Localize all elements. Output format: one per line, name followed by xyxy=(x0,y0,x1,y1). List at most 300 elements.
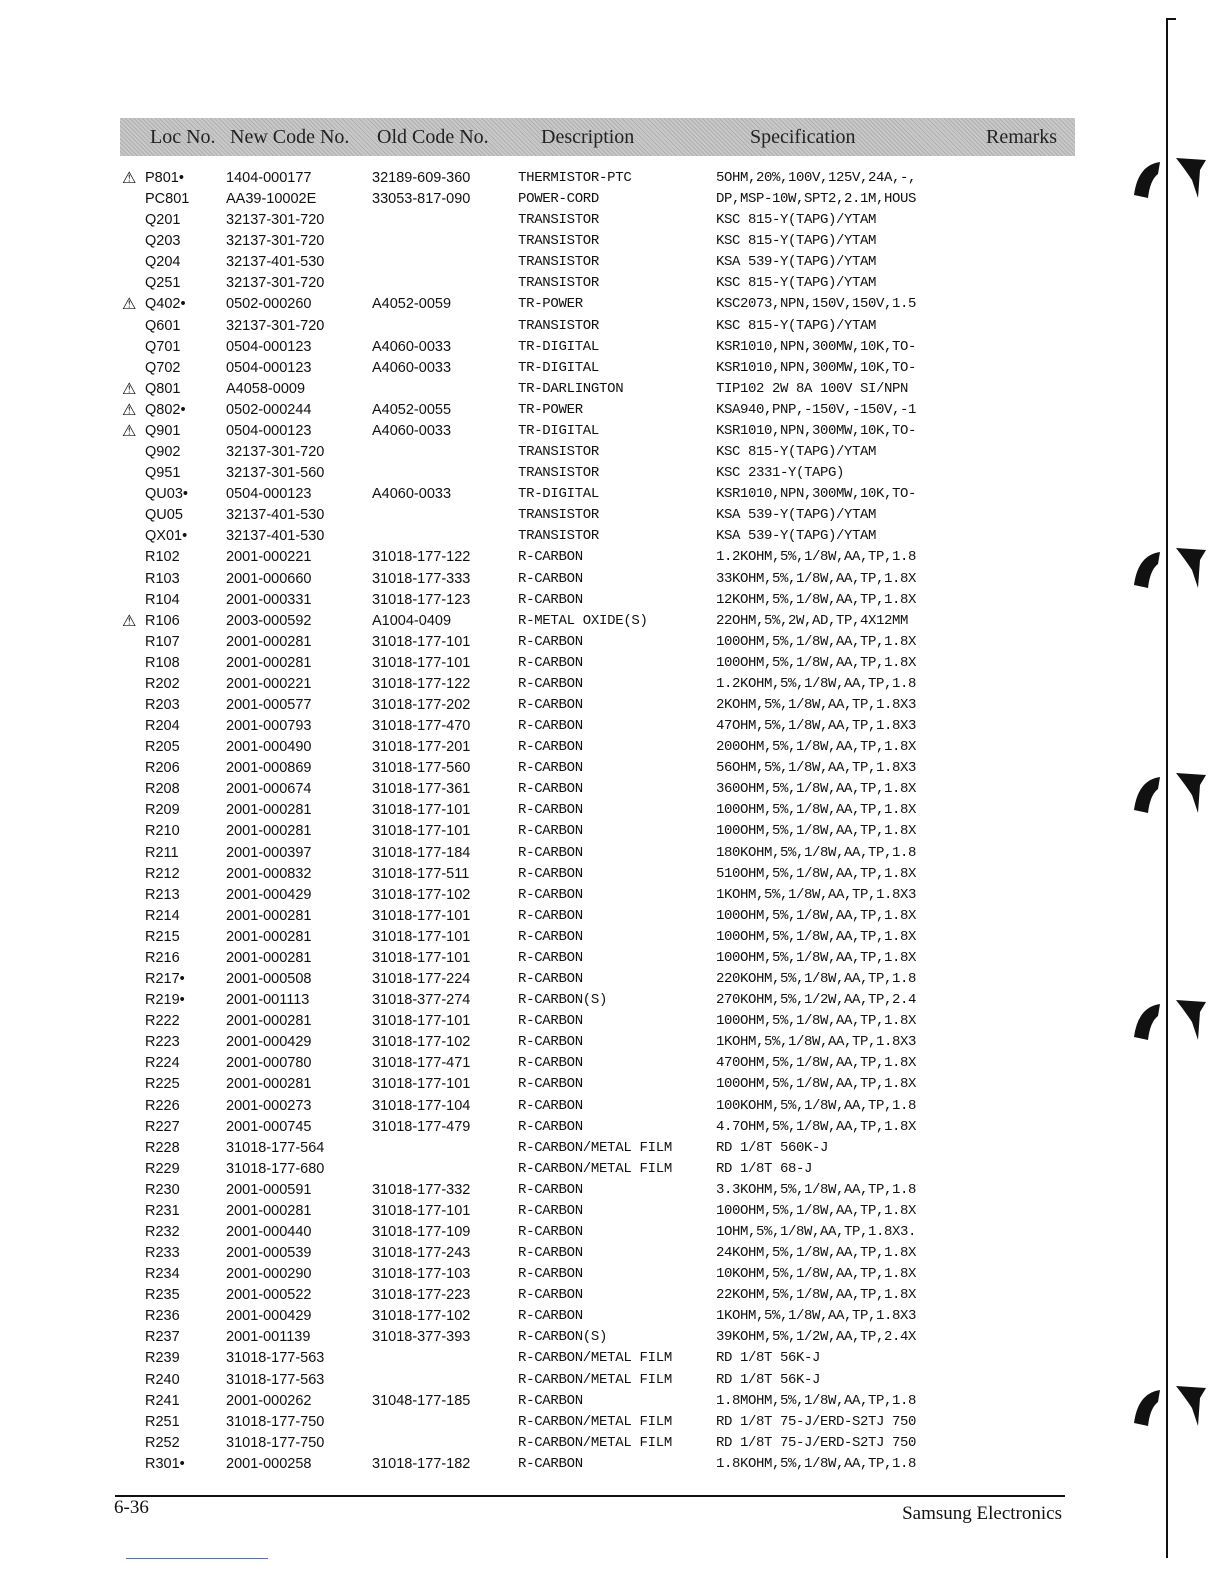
specification: KSA940,PNP,-150V,-150V,-1 xyxy=(716,401,917,418)
description: TR-POWER xyxy=(518,401,583,418)
loc-no: R236 xyxy=(145,1308,180,1325)
description: R-CARBON xyxy=(518,591,583,608)
old-code: 31018-177-182 xyxy=(372,1455,471,1472)
warning-icon: ⚠ xyxy=(122,612,137,630)
old-code: 31018-177-361 xyxy=(372,781,471,798)
loc-no: R239 xyxy=(145,1350,180,1367)
loc-no: R212 xyxy=(145,865,180,882)
loc-no: R225 xyxy=(145,1076,180,1093)
new-code: 2001-000869 xyxy=(226,760,312,777)
table-row xyxy=(0,653,1224,674)
specification: KSA 539-Y(TAPG)/YTAM xyxy=(716,254,877,271)
table-row xyxy=(0,1454,1224,1475)
punch-hole-mark xyxy=(1128,150,1208,220)
new-code: 2001-000281 xyxy=(226,1202,312,1219)
new-code: 2001-000429 xyxy=(226,1308,312,1325)
loc-no: Q702 xyxy=(145,359,181,376)
loc-no: R252 xyxy=(145,1434,180,1451)
specification: RD 1/8T 75-J/ERD-S2TJ 750 xyxy=(716,1434,917,1451)
specification: 100OHM,5%,1/8W,AA,TP,1.8X xyxy=(716,654,917,671)
table-header xyxy=(120,118,1075,156)
loc-no: R104 xyxy=(145,591,180,608)
description: R-CARBON/METAL FILM xyxy=(518,1413,672,1430)
loc-no: Q701 xyxy=(145,338,181,355)
punch-hole-mark xyxy=(1128,765,1208,835)
new-code: 2001-000397 xyxy=(226,844,312,861)
table-row xyxy=(0,1117,1224,1138)
new-code: 2001-000281 xyxy=(226,1076,312,1093)
table-row xyxy=(0,1138,1224,1159)
description: R-CARBON xyxy=(518,1202,583,1219)
page-number: 6-36 xyxy=(114,1497,149,1518)
description: TRANSISTOR xyxy=(518,528,600,545)
specification: 100OHM,5%,1/8W,AA,TP,1.8X xyxy=(716,907,917,924)
specification: 1.8KOHM,5%,1/8W,AA,TP,1.8 xyxy=(716,1455,917,1472)
specification: KSR1010,NPN,300MW,10K,TO- xyxy=(716,338,917,355)
description: R-CARBON xyxy=(518,907,583,924)
loc-no: Q402• xyxy=(145,296,186,313)
specification: DP,MSP-10W,SPT2,2.1M,HOUS xyxy=(716,191,917,208)
specification: 24KOHM,5%,1/8W,AA,TP,1.8X xyxy=(716,1245,917,1262)
loc-no: R102 xyxy=(145,549,180,566)
old-code: 31018-177-101 xyxy=(372,802,471,819)
specification: 1.8MOHM,5%,1/8W,AA,TP,1.8 xyxy=(716,1392,917,1409)
specification: 56OHM,5%,1/8W,AA,TP,1.8X3 xyxy=(716,760,917,777)
loc-no: R231 xyxy=(145,1202,180,1219)
old-code: 31018-177-201 xyxy=(372,739,471,756)
new-code: 2001-000258 xyxy=(226,1455,312,1472)
specification: 100OHM,5%,1/8W,AA,TP,1.8X xyxy=(716,1076,917,1093)
table-row xyxy=(0,442,1224,463)
loc-no: Q203 xyxy=(145,233,181,250)
table-row xyxy=(0,484,1224,505)
table-row xyxy=(0,1074,1224,1095)
description: R-CARBON xyxy=(518,949,583,966)
specification: RD 1/8T 56K-J xyxy=(716,1371,821,1388)
new-code: 32137-301-560 xyxy=(226,465,325,482)
description: R-CARBON xyxy=(518,633,583,650)
old-code: 31018-177-470 xyxy=(372,718,471,735)
warning-icon: ⚠ xyxy=(122,170,137,187)
loc-no: R103 xyxy=(145,570,180,587)
new-code: 2001-001113 xyxy=(226,992,310,1009)
specification: 100OHM,5%,1/8W,AA,TP,1.8X xyxy=(716,802,917,819)
table-row xyxy=(0,1032,1224,1053)
specification: KSC 815-Y(TAPG)/YTAM xyxy=(716,444,877,461)
new-code: 2001-000290 xyxy=(226,1266,312,1283)
loc-no: R210 xyxy=(145,823,180,840)
old-code: 31018-177-101 xyxy=(372,949,471,966)
table-row xyxy=(0,463,1224,484)
loc-no: R217• xyxy=(145,971,185,988)
old-code: 31018-177-202 xyxy=(372,697,471,713)
new-code: 31018-177-564 xyxy=(226,1139,325,1156)
old-code: A4060-0033 xyxy=(372,359,452,376)
old-code: 31018-177-101 xyxy=(372,633,471,650)
specification: KSR1010,NPN,300MW,10K,TO- xyxy=(716,359,917,376)
loc-no: R206 xyxy=(145,760,180,777)
table-row xyxy=(0,1264,1224,1285)
old-code: A1004-0409 xyxy=(372,612,452,629)
header-new-code: New Code No. xyxy=(230,126,350,148)
loc-no: R241 xyxy=(145,1392,180,1409)
table-row xyxy=(0,632,1224,653)
table-row xyxy=(0,294,1224,315)
loc-no: R229 xyxy=(145,1160,180,1177)
table-row xyxy=(0,906,1224,927)
new-code: 2001-000745 xyxy=(226,1118,312,1135)
description: R-CARBON xyxy=(518,844,583,861)
description: TRANSISTOR xyxy=(518,233,600,250)
loc-no: R208 xyxy=(145,781,180,798)
description: R-METAL OXIDE(S) xyxy=(518,612,648,629)
specification: KSC 2331-Y(TAPG) xyxy=(716,465,845,482)
new-code: 2001-000262 xyxy=(226,1392,312,1409)
loc-no: R209 xyxy=(145,802,180,819)
new-code: 2001-000281 xyxy=(226,949,312,966)
new-code: 2001-000281 xyxy=(226,928,312,945)
header-loc-no: Loc No. xyxy=(150,126,216,148)
new-code: 2001-000793 xyxy=(226,718,312,735)
description: THERMISTOR-PTC xyxy=(518,170,632,186)
specification: KSC 815-Y(TAPG)/YTAM xyxy=(716,233,877,250)
table-row xyxy=(0,843,1224,864)
new-code: 31018-177-563 xyxy=(226,1371,325,1388)
description: TR-POWER xyxy=(518,296,583,313)
old-code: 31018-177-104 xyxy=(372,1097,471,1114)
old-code: 31018-177-184 xyxy=(372,844,471,861)
loc-no: QX01• xyxy=(145,528,188,545)
new-code: 31018-177-750 xyxy=(226,1413,325,1430)
specification: 100OHM,5%,1/8W,AA,TP,1.8X xyxy=(716,1202,917,1219)
description: R-CARBON xyxy=(518,718,583,735)
table-row xyxy=(0,990,1224,1011)
description: TR-DIGITAL xyxy=(518,486,600,503)
new-code: 2001-000273 xyxy=(226,1097,312,1114)
loc-no: QU05 xyxy=(145,507,183,524)
table-row xyxy=(0,1370,1224,1391)
description: R-CARBON xyxy=(518,802,583,819)
description: TRANSISTOR xyxy=(518,444,600,461)
specification: KSC 815-Y(TAPG)/YTAM xyxy=(716,212,877,229)
table-row xyxy=(0,779,1224,800)
specification: 470OHM,5%,1/8W,AA,TP,1.8X xyxy=(716,1055,917,1072)
old-code: 31018-177-101 xyxy=(372,654,471,671)
description: R-CARBON xyxy=(518,549,583,566)
specification: KSC2073,NPN,150V,150V,1.5 xyxy=(716,296,917,313)
table-row xyxy=(0,1391,1224,1412)
new-code: 2001-000281 xyxy=(226,823,312,840)
description: R-CARBON xyxy=(518,1224,583,1240)
table-row xyxy=(0,210,1224,231)
old-code: 31018-377-274 xyxy=(372,992,471,1009)
description: TRANSISTOR xyxy=(518,254,600,271)
specification: 2KOHM,5%,1/8W,AA,TP,1.8X3 xyxy=(716,697,917,713)
old-code: 31018-177-479 xyxy=(372,1118,471,1135)
new-code: 32137-301-720 xyxy=(226,212,325,229)
loc-no: R235 xyxy=(145,1287,180,1304)
loc-no: R213 xyxy=(145,886,180,903)
new-code: 2001-001139 xyxy=(226,1329,311,1346)
specification: 10KOHM,5%,1/8W,AA,TP,1.8X xyxy=(716,1266,917,1283)
old-code: 31018-177-511 xyxy=(372,865,470,882)
loc-no: R211 xyxy=(145,844,179,861)
loc-no: R226 xyxy=(145,1097,180,1114)
description: TRANSISTOR xyxy=(518,212,600,229)
old-code: 31018-177-101 xyxy=(372,1013,471,1030)
loc-no: R232 xyxy=(145,1224,180,1240)
description: R-CARBON xyxy=(518,1181,583,1198)
header-description: Description xyxy=(541,126,635,148)
description: TR-DIGITAL xyxy=(518,422,600,439)
description: R-CARBON(S) xyxy=(518,1329,608,1346)
old-code: 31018-177-224 xyxy=(372,971,471,988)
old-code: 31018-177-101 xyxy=(372,1076,471,1093)
new-code: 32137-301-720 xyxy=(226,317,325,334)
new-code: 32137-401-530 xyxy=(226,507,325,524)
specification: 5OHM,20%,100V,125V,24A,-, xyxy=(716,170,917,186)
warning-icon: ⚠ xyxy=(122,380,137,398)
description: R-CARBON xyxy=(518,781,583,798)
specification: KSC 815-Y(TAPG)/YTAM xyxy=(716,317,877,334)
new-code: 0502-000260 xyxy=(226,296,312,313)
specification: RD 1/8T 56K-J xyxy=(716,1350,821,1367)
description: R-CARBON xyxy=(518,1245,583,1262)
old-code: 31018-177-471 xyxy=(372,1055,471,1072)
loc-no: Q601 xyxy=(145,317,181,334)
table-row xyxy=(0,337,1224,358)
new-code: 2001-000281 xyxy=(226,633,312,650)
new-code: 2001-000539 xyxy=(226,1245,312,1262)
new-code: 2001-000490 xyxy=(226,739,312,756)
specification: 1KOHM,5%,1/8W,AA,TP,1.8X3 xyxy=(716,1034,917,1051)
table-row xyxy=(0,885,1224,906)
table-row xyxy=(0,737,1224,758)
description: TRANSISTOR xyxy=(518,507,600,524)
loc-no: R219• xyxy=(145,992,185,1009)
table-row xyxy=(0,1096,1224,1117)
old-code: A4060-0033 xyxy=(372,422,452,439)
loc-no: R203 xyxy=(145,697,180,713)
specification: 22OHM,5%,2W,AD,TP,4X12MM xyxy=(716,612,909,629)
loc-no: R234 xyxy=(145,1266,180,1283)
loc-no: Q901 xyxy=(145,422,181,439)
loc-no: R215 xyxy=(145,928,180,945)
table-row xyxy=(0,674,1224,695)
table-row xyxy=(0,800,1224,821)
old-code: 31018-377-393 xyxy=(372,1329,471,1346)
description: TR-DIGITAL xyxy=(518,359,600,376)
specification: KSR1010,NPN,300MW,10K,TO- xyxy=(716,422,917,439)
loc-no: R223 xyxy=(145,1034,180,1051)
new-code: 2001-000281 xyxy=(226,1013,312,1030)
specification: 270KOHM,5%,1/2W,AA,TP,2.4 xyxy=(716,992,917,1009)
specification: 220KOHM,5%,1/8W,AA,TP,1.8 xyxy=(716,971,917,988)
specification: 1KOHM,5%,1/8W,AA,TP,1.8X3 xyxy=(716,1308,917,1325)
table-row xyxy=(0,358,1224,379)
description: R-CARBON xyxy=(518,886,583,903)
specification: 39KOHM,5%,1/2W,AA,TP,2.4X xyxy=(716,1329,917,1346)
old-code: 33053-817-090 xyxy=(372,191,471,208)
table-row xyxy=(0,590,1224,611)
punch-hole-mark xyxy=(1128,540,1208,610)
specification: TIP102 2W 8A 100V SI/NPN xyxy=(716,380,909,397)
specification: 360OHM,5%,1/8W,AA,TP,1.8X xyxy=(716,781,917,798)
new-code: A4058-0009 xyxy=(226,380,306,397)
new-code: 32137-301-720 xyxy=(226,233,325,250)
punch-hole-mark xyxy=(1128,992,1208,1062)
footer-rule xyxy=(115,1495,1065,1497)
old-code: 31018-177-122 xyxy=(372,549,471,566)
new-code: 0504-000123 xyxy=(226,338,312,355)
old-code: A4052-0059 xyxy=(372,296,452,313)
loc-no: QU03• xyxy=(145,486,188,503)
new-code: 2001-000281 xyxy=(226,907,312,924)
table-row xyxy=(0,526,1224,547)
new-code: 0504-000123 xyxy=(226,359,312,376)
scan-artifact-line xyxy=(126,1558,268,1559)
table-row xyxy=(0,1159,1224,1180)
header-specification: Specification xyxy=(750,126,856,148)
table-row xyxy=(0,168,1224,189)
description: TR-DARLINGTON xyxy=(518,380,624,397)
specification: 100OHM,5%,1/8W,AA,TP,1.8X xyxy=(716,633,917,650)
description: R-CARBON xyxy=(518,865,583,882)
description: R-CARBON/METAL FILM xyxy=(518,1434,672,1451)
specification: RD 1/8T 68-J xyxy=(716,1160,813,1177)
new-code: 2001-000221 xyxy=(226,549,312,566)
specification: 12KOHM,5%,1/8W,AA,TP,1.8X xyxy=(716,591,917,608)
new-code: 32137-401-530 xyxy=(226,254,325,271)
table-row xyxy=(0,1285,1224,1306)
old-code: 31018-177-101 xyxy=(372,823,471,840)
table-row xyxy=(0,1327,1224,1348)
old-code: 31048-177-185 xyxy=(372,1392,471,1409)
table-row xyxy=(0,1433,1224,1454)
description: R-CARBON xyxy=(518,971,583,988)
table-row xyxy=(0,1201,1224,1222)
new-code: 0502-000244 xyxy=(226,401,312,418)
old-code: 31018-177-101 xyxy=(372,907,471,924)
table-row xyxy=(0,316,1224,337)
table-row xyxy=(0,273,1224,294)
new-code: 31018-177-680 xyxy=(226,1160,325,1177)
new-code: 31018-177-750 xyxy=(226,1434,325,1451)
specification: RD 1/8T 75-J/ERD-S2TJ 750 xyxy=(716,1413,917,1430)
table-row xyxy=(0,569,1224,590)
new-code: 2001-000508 xyxy=(226,971,312,988)
table-row xyxy=(0,1222,1224,1243)
specification: 22KOHM,5%,1/8W,AA,TP,1.8X xyxy=(716,1287,917,1304)
description: R-CARBON xyxy=(518,823,583,840)
description: R-CARBON xyxy=(518,1034,583,1051)
old-code: 31018-177-101 xyxy=(372,928,471,945)
description: R-CARBON xyxy=(518,1308,583,1325)
description: R-CARBON xyxy=(518,1266,583,1283)
old-code: 31018-177-102 xyxy=(372,1308,471,1325)
loc-no: P801• xyxy=(145,170,184,186)
description: R-CARBON xyxy=(518,1118,583,1135)
new-code: 2003-000592 xyxy=(226,612,312,629)
description: R-CARBON/METAL FILM xyxy=(518,1160,672,1177)
specification: 3.3KOHM,5%,1/8W,AA,TP,1.8 xyxy=(716,1181,917,1198)
table-row xyxy=(0,421,1224,442)
specification: 100OHM,5%,1/8W,AA,TP,1.8X xyxy=(716,1013,917,1030)
table-row xyxy=(0,1180,1224,1201)
loc-no: Q201 xyxy=(145,212,181,229)
loc-no: R228 xyxy=(145,1139,180,1156)
description: R-CARBON xyxy=(518,1392,583,1409)
loc-no: R251 xyxy=(145,1413,180,1430)
binding-edge-tick xyxy=(1166,18,1176,20)
loc-no: R301• xyxy=(145,1455,185,1472)
old-code: 31018-177-122 xyxy=(372,675,471,692)
table-row xyxy=(0,1348,1224,1369)
new-code: 2001-000780 xyxy=(226,1055,312,1072)
header-old-code: Old Code No. xyxy=(377,126,489,148)
table-row xyxy=(0,252,1224,273)
old-code: 31018-177-109 xyxy=(372,1224,471,1240)
description: R-CARBON xyxy=(518,654,583,671)
description: R-CARBON xyxy=(518,1287,583,1304)
new-code: AA39-10002E xyxy=(226,191,317,208)
table-row xyxy=(0,864,1224,885)
table-row xyxy=(0,505,1224,526)
description: R-CARBON/METAL FILM xyxy=(518,1350,672,1367)
description: R-CARBON xyxy=(518,697,583,713)
table-row xyxy=(0,379,1224,400)
loc-no: R230 xyxy=(145,1181,180,1198)
specification: 100OHM,5%,1/8W,AA,TP,1.8X xyxy=(716,949,917,966)
specification: 200OHM,5%,1/8W,AA,TP,1.8X xyxy=(716,739,917,756)
loc-no: R240 xyxy=(145,1371,180,1388)
old-code: 31018-177-333 xyxy=(372,570,471,587)
description: TRANSISTOR xyxy=(518,275,600,292)
old-code: 31018-177-223 xyxy=(372,1287,471,1304)
warning-icon: ⚠ xyxy=(122,422,137,440)
description: R-CARBON xyxy=(518,675,583,692)
specification: KSC 815-Y(TAPG)/YTAM xyxy=(716,275,877,292)
specification: 47OHM,5%,1/8W,AA,TP,1.8X3 xyxy=(716,718,917,735)
new-code: 32137-301-720 xyxy=(226,275,325,292)
loc-no: PC801 xyxy=(145,191,190,208)
new-code: 0504-000123 xyxy=(226,422,312,439)
loc-no: R222 xyxy=(145,1013,180,1030)
table-row xyxy=(0,927,1224,948)
loc-no: R202 xyxy=(145,675,180,692)
table-row xyxy=(0,1412,1224,1433)
loc-no: R227 xyxy=(145,1118,180,1135)
new-code: 2001-000281 xyxy=(226,654,312,671)
table-row xyxy=(0,189,1224,210)
loc-no: R216 xyxy=(145,949,180,966)
new-code: 2001-000577 xyxy=(226,697,312,713)
old-code: 31018-177-243 xyxy=(372,1245,471,1262)
new-code: 2001-000429 xyxy=(226,1034,312,1051)
new-code: 2001-000591 xyxy=(226,1181,312,1198)
description: POWER-CORD xyxy=(518,191,600,208)
old-code: 31018-177-101 xyxy=(372,1202,471,1219)
description: R-CARBON/METAL FILM xyxy=(518,1371,672,1388)
specification: 4.7OHM,5%,1/8W,AA,TP,1.8X xyxy=(716,1118,917,1135)
new-code: 0504-000123 xyxy=(226,486,312,503)
description: TRANSISTOR xyxy=(518,465,600,482)
specification: 1.2KOHM,5%,1/8W,AA,TP,1.8 xyxy=(716,675,917,692)
loc-no: R233 xyxy=(145,1245,180,1262)
warning-icon: ⚠ xyxy=(122,296,137,314)
table-row xyxy=(0,547,1224,568)
old-code: 31018-177-103 xyxy=(372,1266,471,1283)
